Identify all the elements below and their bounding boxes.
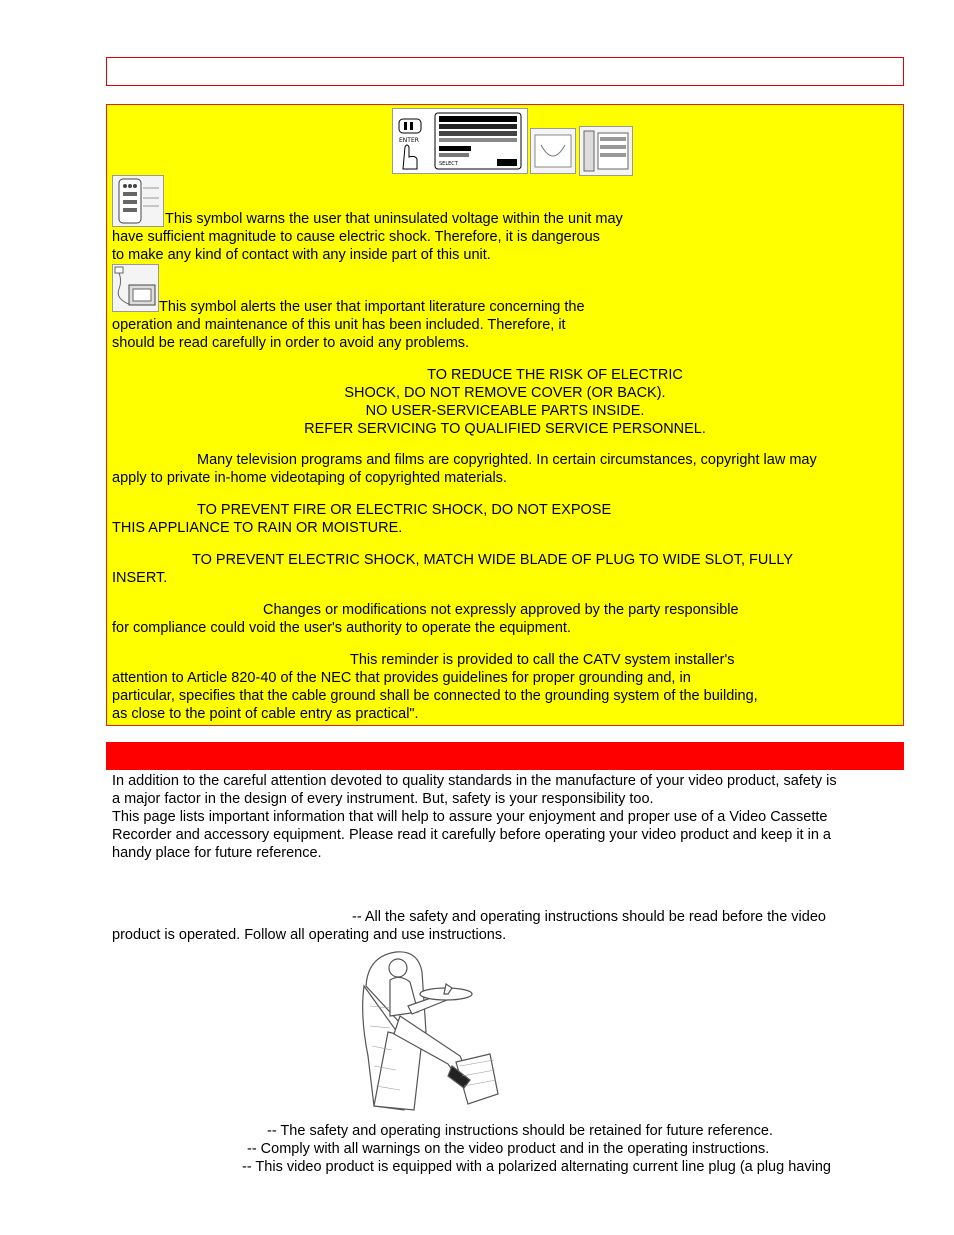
heed-warnings-line: -- Comply with all warnings on the video product and in the operating instructions. [247,1141,770,1157]
enter-label: ENTER [399,137,419,144]
read-instructions-line-1: -- All the safety and operating instructions should be read before the video [352,909,826,925]
osd-illustration [392,108,528,174]
intro-line-4: Recorder and accessory equipment. Please read it carefully before operating your video product and keep it in a [112,827,831,843]
remote-control-icon [112,175,164,227]
intro-line-3: This page lists important information that will help to assure your enjoyment and proper use of a Video Cassette [112,809,828,825]
copyright-line-1: Many television programs and films are copyrighted. In certain circumstances, copyright law may [197,452,817,468]
title-box [106,57,904,86]
caution-line-4: REFER SERVICING TO QUALIFIED SERVICE PERSONNEL. [304,421,706,437]
modifications-line-1: Changes or modifications not expressly approved by the party responsible [263,602,739,618]
modifications-line-2: for compliance could void the user's authority to operate the equipment. [112,620,571,636]
tv-screen-icon [530,128,576,174]
vcr-wiring-icon [112,264,159,312]
retain-instructions-line: -- The safety and operating instructions should be retained for future reference. [267,1123,773,1139]
osd-screen-icon [393,109,527,173]
literature-warning-line-2: operation and maintenance of this unit has been included. Therefore, it [112,317,566,333]
plug-warning-line-2: INSERT. [112,570,168,586]
section-header-bar [106,742,904,770]
person-reading-illustration [360,946,508,1116]
remote-small-icon [579,126,633,176]
intro-line-1: In addition to the careful attention devoted to quality standards in the manufacture of your video product, safety is [112,773,837,789]
copyright-line-2: apply to private in-home videotaping of copyrighted materials. [112,470,507,486]
read-instructions-line-2: product is operated. Follow all operating and use instructions. [112,927,507,943]
caution-line-1: TO REDUCE THE RISK OF ELECTRIC [427,367,683,383]
fire-warning-line-1: TO PREVENT FIRE OR ELECTRIC SHOCK, DO NOT EXPOSE [197,502,612,518]
intro-line-5: handy place for future reference. [112,845,322,861]
fire-warning-line-2: THIS APPLIANCE TO RAIN OR MOISTURE. [112,520,403,536]
catv-line-2: attention to Article 820-40 of the NEC that provides guidelines for proper grounding and, in [112,670,691,686]
shock-warning-line-1: This symbol warns the user that uninsulated voltage within the unit may [165,211,623,227]
literature-warning-line-3: should be read carefully in order to avoid any problems. [112,335,470,351]
caution-line-2: SHOCK, DO NOT REMOVE COVER (OR BACK). [344,385,666,401]
literature-warning-line-1: This symbol alerts the user that important literature concerning the [159,299,585,315]
caution-line-3: NO USER-SERVICEABLE PARTS INSIDE. [365,403,645,419]
shock-warning-line-2: have sufficient magnitude to cause electric shock. Therefore, it is dangerous [112,229,600,245]
svg-text:SELECT: SELECT [439,161,458,167]
polarization-line: -- This video product is equipped with a polarized alternating current line plug (a plug having [242,1159,831,1175]
catv-line-3: particular, specifies that the cable ground shall be connected to the grounding system of the building, [112,688,758,704]
intro-line-2: a major factor in the design of every instrument. But, safety is your responsibility too. [112,791,654,807]
plug-warning-line-1: TO PREVENT ELECTRIC SHOCK, MATCH WIDE BLADE OF PLUG TO WIDE SLOT, FULLY [192,552,794,568]
catv-line-4: as close to the point of cable entry as practical". [112,706,419,722]
catv-line-1: This reminder is provided to call the CATV system installer's [350,652,735,668]
shock-warning-line-3: to make any kind of contact with any inside part of this unit. [112,247,491,263]
